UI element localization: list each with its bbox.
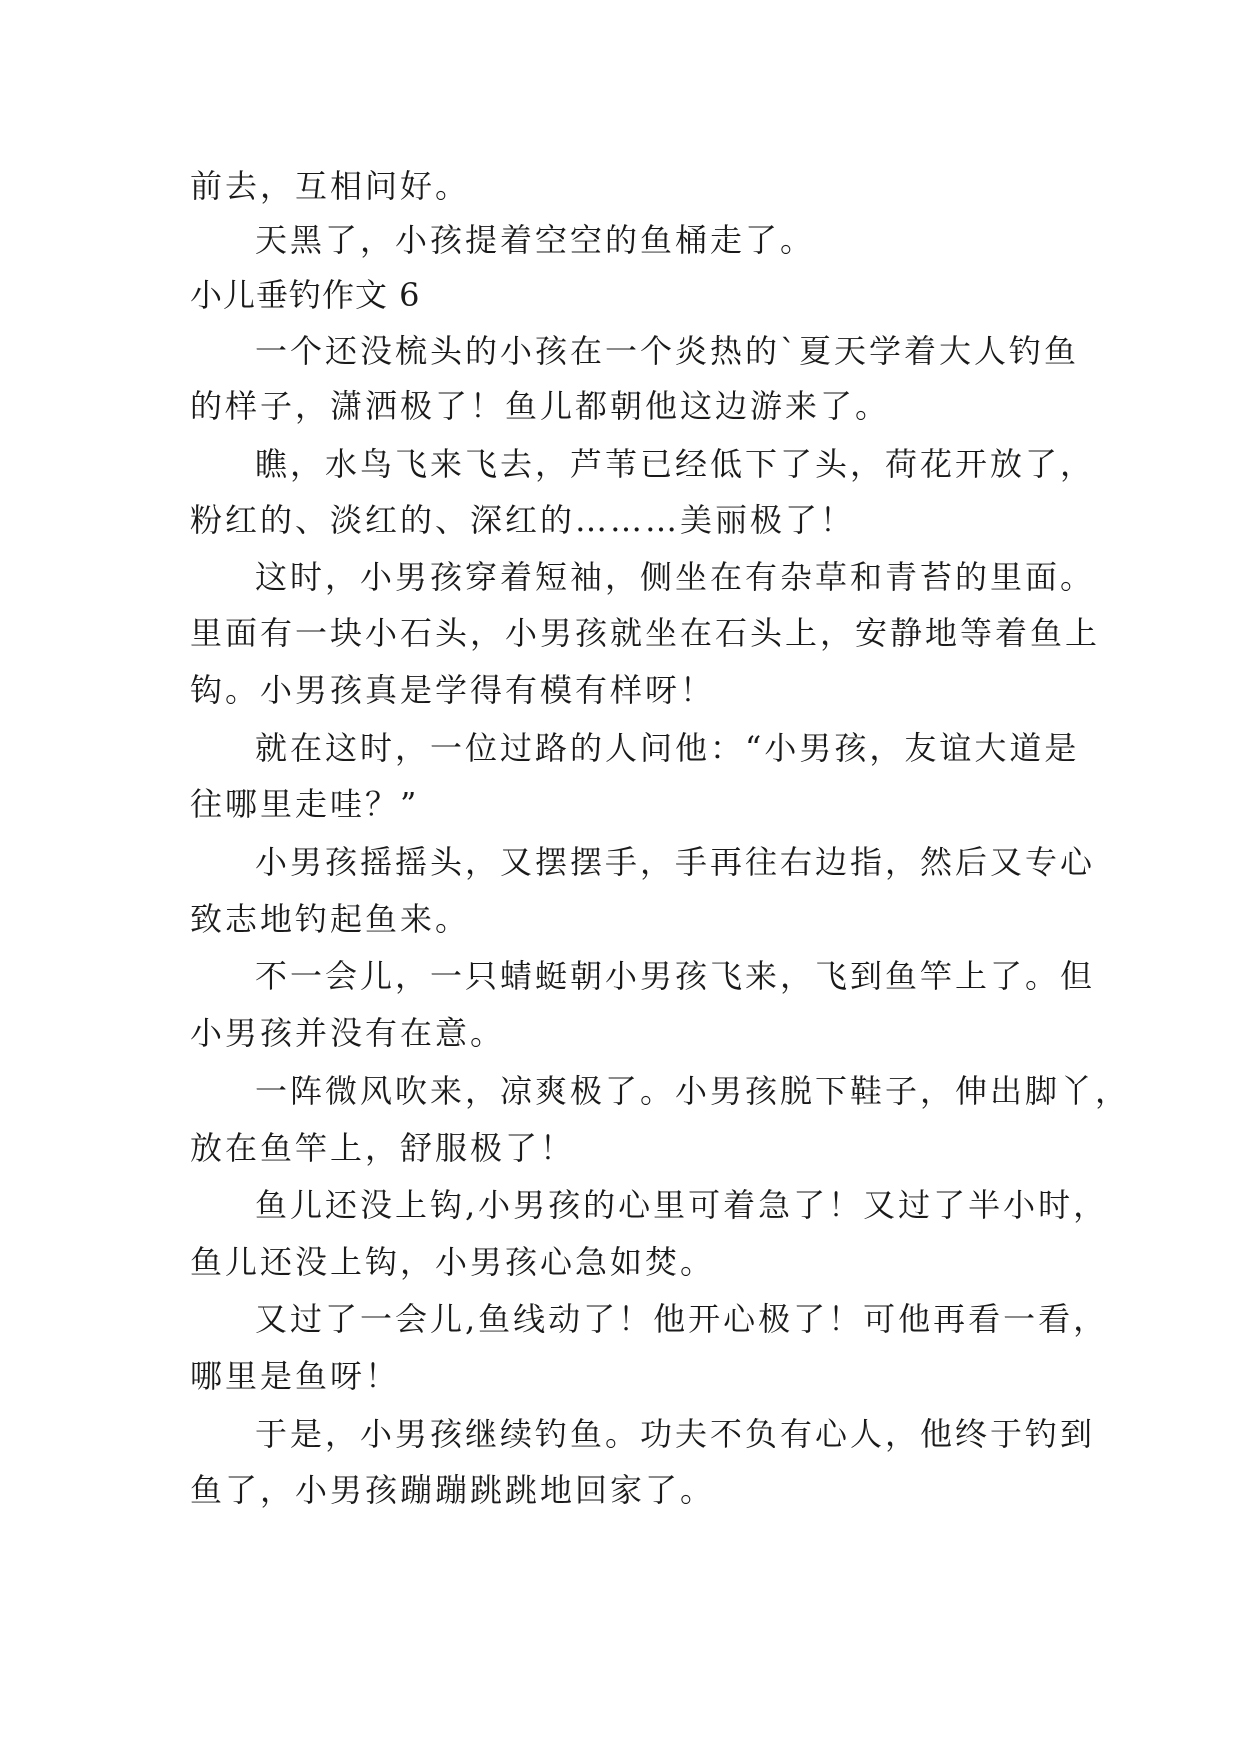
text-line: 瞧，水鸟飞来飞去，芦苇已经低下了头，荷花开放了， <box>255 445 1096 483</box>
text-line: 里面有一块小石头，小男孩就坐在石头上，安静地等着鱼上 <box>190 614 1101 652</box>
text-line: 前去，互相问好。 <box>190 167 471 205</box>
text-line: 鱼儿还没上钩，小男孩心急如焚。 <box>190 1243 716 1281</box>
text-line: 放在鱼竿上，舒服极了！ <box>190 1129 576 1167</box>
text-line: 小男孩摇摇头，又摆摆手，手再往右边指，然后又专心 <box>255 843 1096 881</box>
text-line: 天黑了，小孩提着空空的鱼桶走了。 <box>255 221 816 259</box>
text-line: 鱼儿还没上钩,小男孩的心里可着急了！又过了半小时， <box>255 1186 1109 1224</box>
text-line: 粉红的、淡红的、深红的………美丽极了！ <box>190 501 856 539</box>
section-heading: 小儿垂钓作文 6 <box>190 276 421 314</box>
text-line: 鱼了，小男孩蹦蹦跳跳地回家了。 <box>190 1471 716 1509</box>
text-line: 一个还没梳头的小孩在一个炎热的`夏天学着大人钓鱼 <box>255 332 1080 370</box>
text-line: 就在这时，一位过路的人问他：“小男孩，友谊大道是 <box>255 729 1080 767</box>
text-line: 小男孩并没有在意。 <box>190 1014 506 1052</box>
text-line: 不一会儿，一只蜻蜓朝小男孩飞来，飞到鱼竿上了。但 <box>255 957 1096 995</box>
text-line: 这时，小男孩穿着短袖，侧坐在有杂草和青苔的里面。 <box>255 558 1096 596</box>
text-line: 的样子，潇洒极了！鱼儿都朝他这边游来了。 <box>190 387 891 425</box>
text-line: 一阵微风吹来，凉爽极了。小男孩脱下鞋子，伸出脚丫， <box>255 1072 1131 1110</box>
text-line: 致志地钓起鱼来。 <box>190 900 471 938</box>
text-line: 哪里是鱼呀！ <box>190 1357 401 1395</box>
text-line: 往哪里走哇？” <box>190 785 420 823</box>
text-line: 钩。小男孩真是学得有模有样呀！ <box>190 671 716 709</box>
text-line: 于是，小男孩继续钓鱼。功夫不负有心人，他终于钓到 <box>255 1415 1096 1453</box>
text-line: 又过了一会儿,鱼线动了！他开心极了！可他再看一看， <box>255 1300 1109 1338</box>
